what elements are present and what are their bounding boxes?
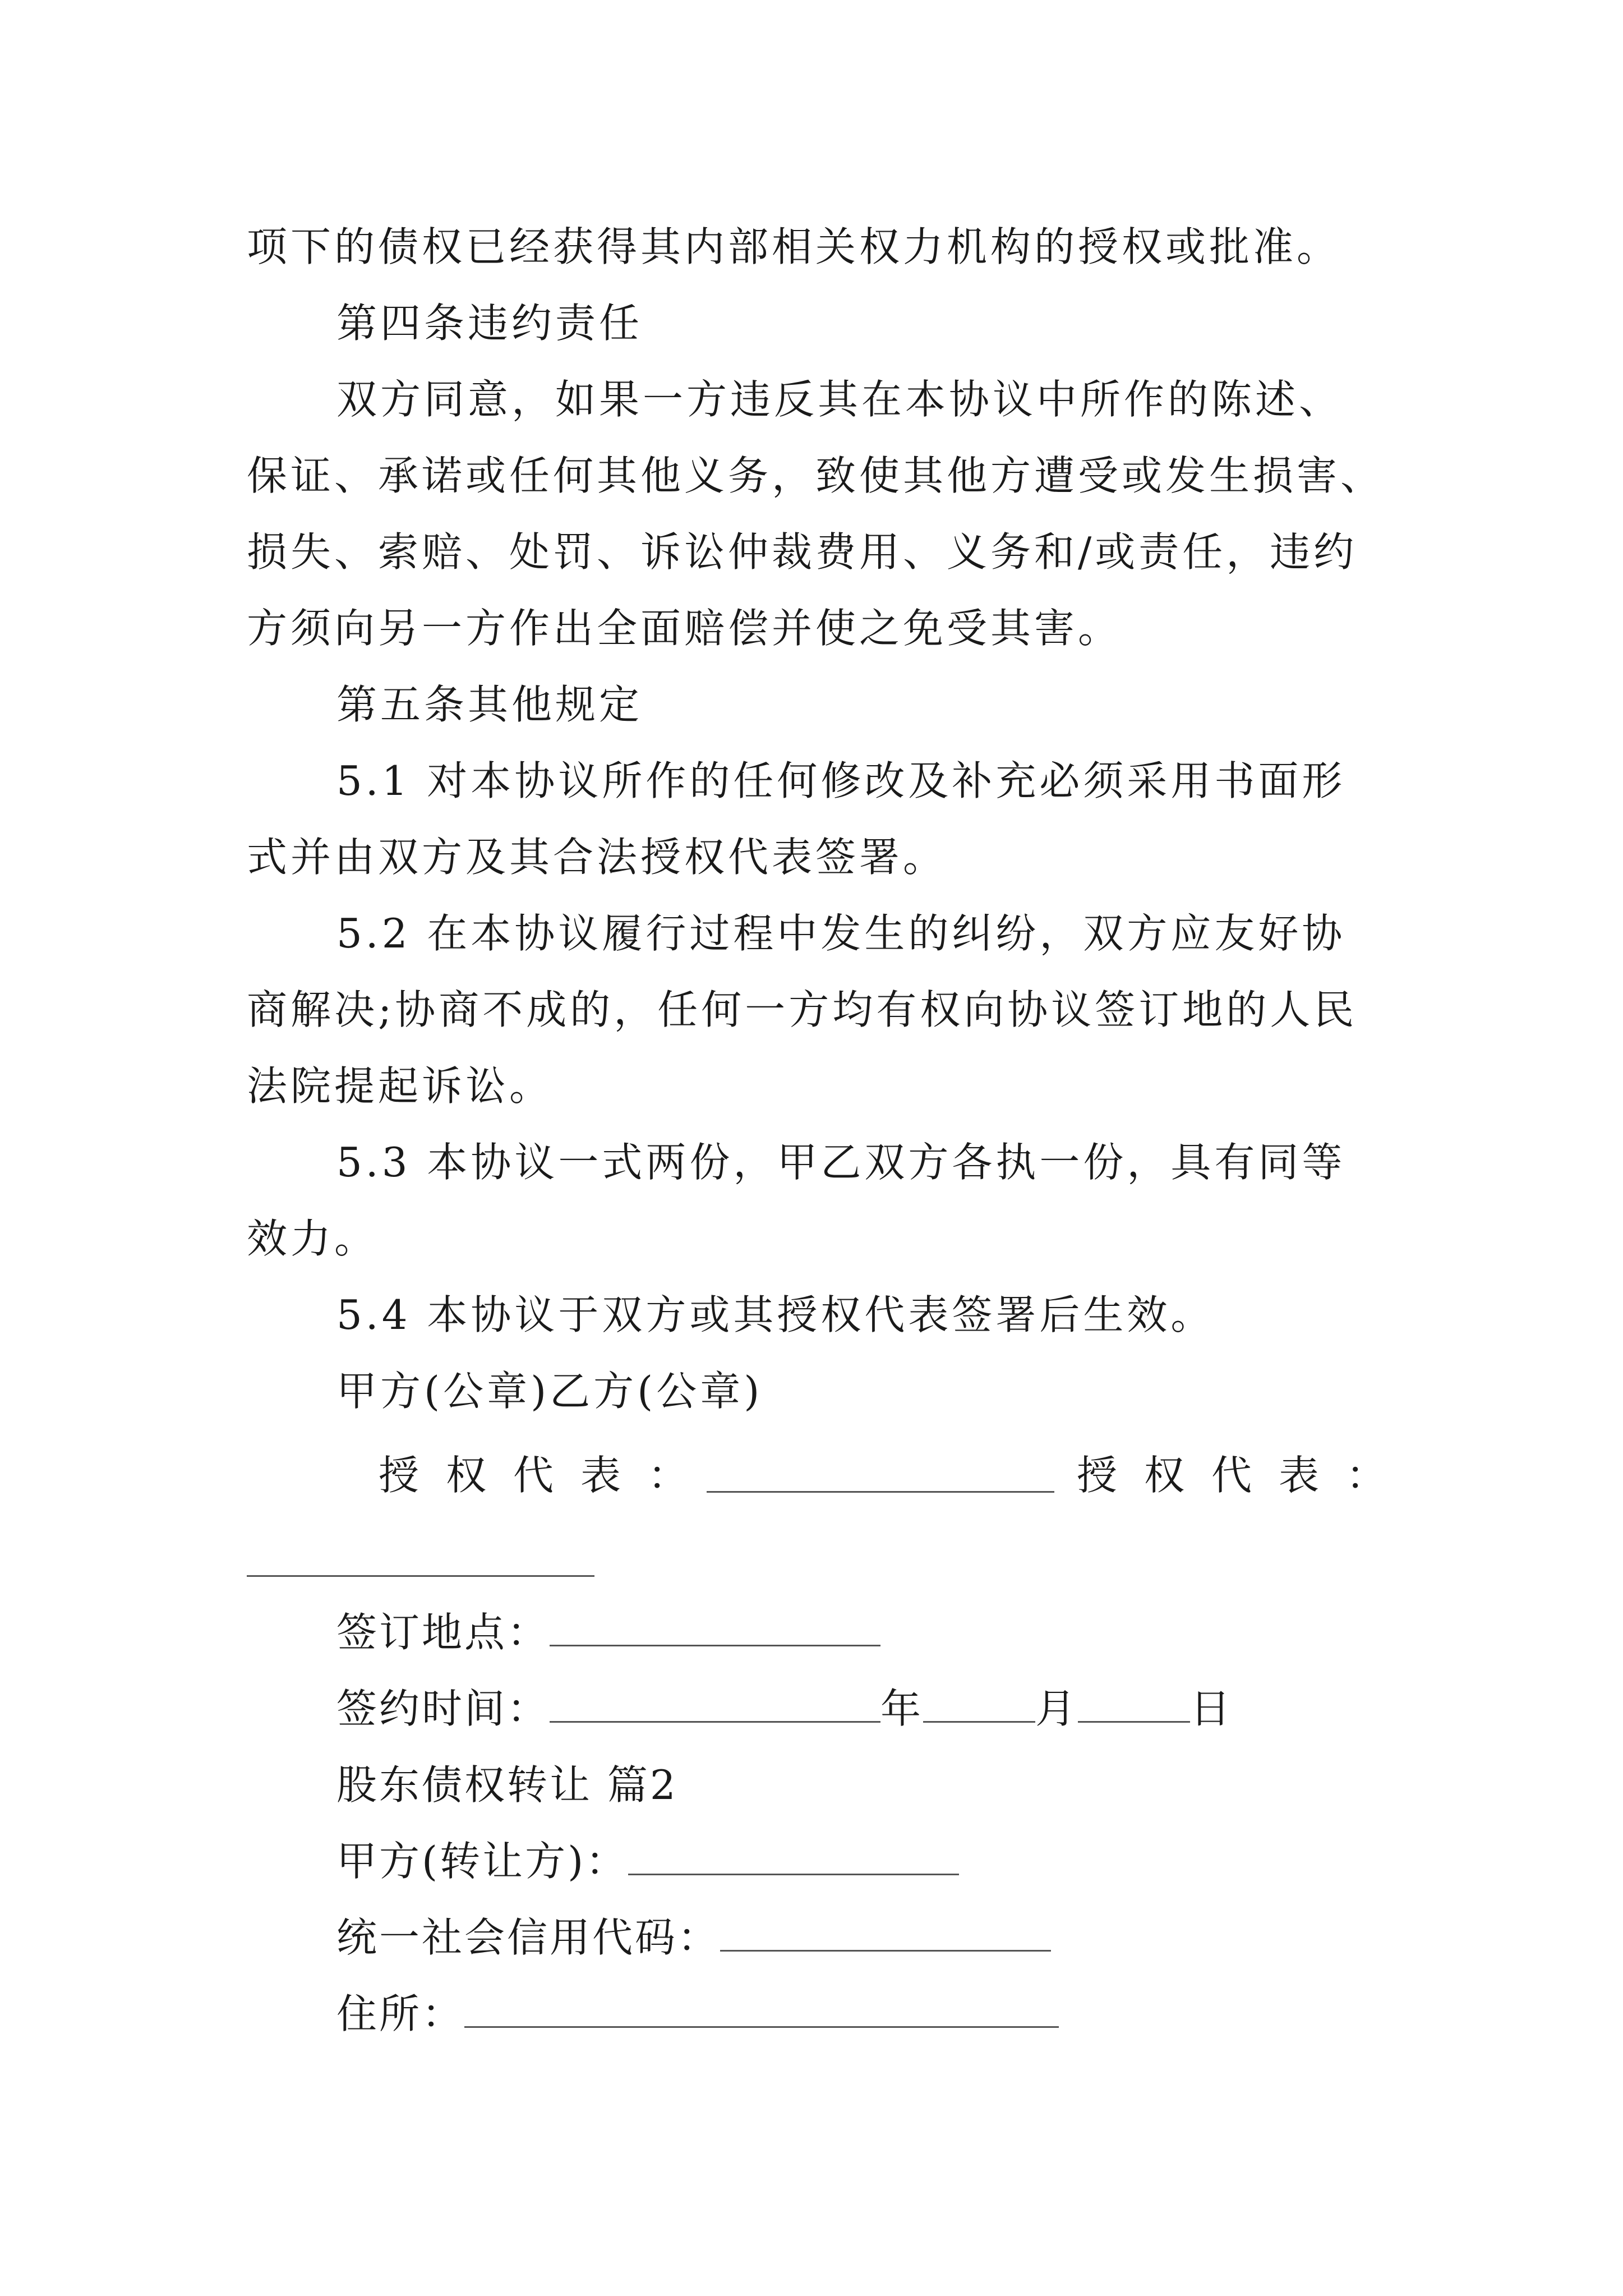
month-blank xyxy=(923,1682,1035,1723)
heading-article-4: 第四条违约责任 xyxy=(336,300,643,347)
address-row xyxy=(336,1986,1059,2042)
clause-text-block xyxy=(247,209,1385,1429)
address-label: 住所： xyxy=(336,1990,465,2037)
clause-5-3: 5.3 本协议一式两份，甲乙双方各执一份，具有同等效力。 xyxy=(247,1139,1346,1262)
sign-time-row xyxy=(336,1681,1233,1737)
clause-5-4: 5.4 本协议于双方或其授权代表签署后生效。 xyxy=(336,1291,1215,1338)
paragraph-continuation: 项下的债权已经获得其内部相关权力机构的授权或批准。 xyxy=(247,223,1341,270)
heading-article-5: 第五条其他规定 xyxy=(336,681,643,728)
rep-label-right: 授权代表： xyxy=(1077,1452,1414,1499)
paragraph-liability: 双方同意，如果一方违反其在本协议中所作的陈述、保证、承诺或任何其他义务，致使其他方遭受或发生损害、损失、索赔、处罚、诉讼仲裁费用、义务和/或责任，违约方须向另一方作出全面赔偿并使之免受其害。 xyxy=(247,376,1385,652)
rep-label-left: 授权代表： xyxy=(379,1452,716,1499)
section-title: 股东债权转让 篇2 xyxy=(336,1761,678,1809)
clause-5-1: 5.1 对本协议所作的任何修改及补充必须采用书面形式并由双方及其合法授权代表签署。 xyxy=(247,757,1346,881)
rep-blank-right xyxy=(247,1531,594,1577)
year-blank xyxy=(550,1682,880,1723)
day-label: 日 xyxy=(1190,1685,1233,1732)
credit-code-blank xyxy=(720,1911,1051,1952)
credit-code-row xyxy=(336,1910,1051,1966)
rep-blank-left xyxy=(707,1447,1054,1493)
address-blank xyxy=(464,1987,1059,2028)
party-seals-line: 甲方(公章)乙方(公章) xyxy=(336,1368,763,1415)
party-a-row xyxy=(336,1833,959,1889)
credit-code-label: 统一社会信用代码： xyxy=(336,1914,721,1961)
sign-place-label: 签订地点： xyxy=(336,1609,550,1656)
year-label: 年 xyxy=(880,1685,924,1732)
party-a-label: 甲方(转让方)： xyxy=(336,1838,629,1885)
sign-place-blank xyxy=(550,1605,880,1646)
party-a-blank xyxy=(628,1834,959,1875)
month-label: 月 xyxy=(1035,1685,1078,1732)
clause-5-2: 5.2 在本协议履行过程中发生的纠纷，双方应友好协商解决;协商不成的，任何一方均有权向协议签订地的人民法院提起诉讼。 xyxy=(247,910,1358,1110)
sign-time-label: 签约时间： xyxy=(336,1685,550,1732)
day-blank xyxy=(1078,1682,1190,1723)
signature-row xyxy=(247,1447,1414,1503)
sign-place-row xyxy=(336,1604,880,1660)
